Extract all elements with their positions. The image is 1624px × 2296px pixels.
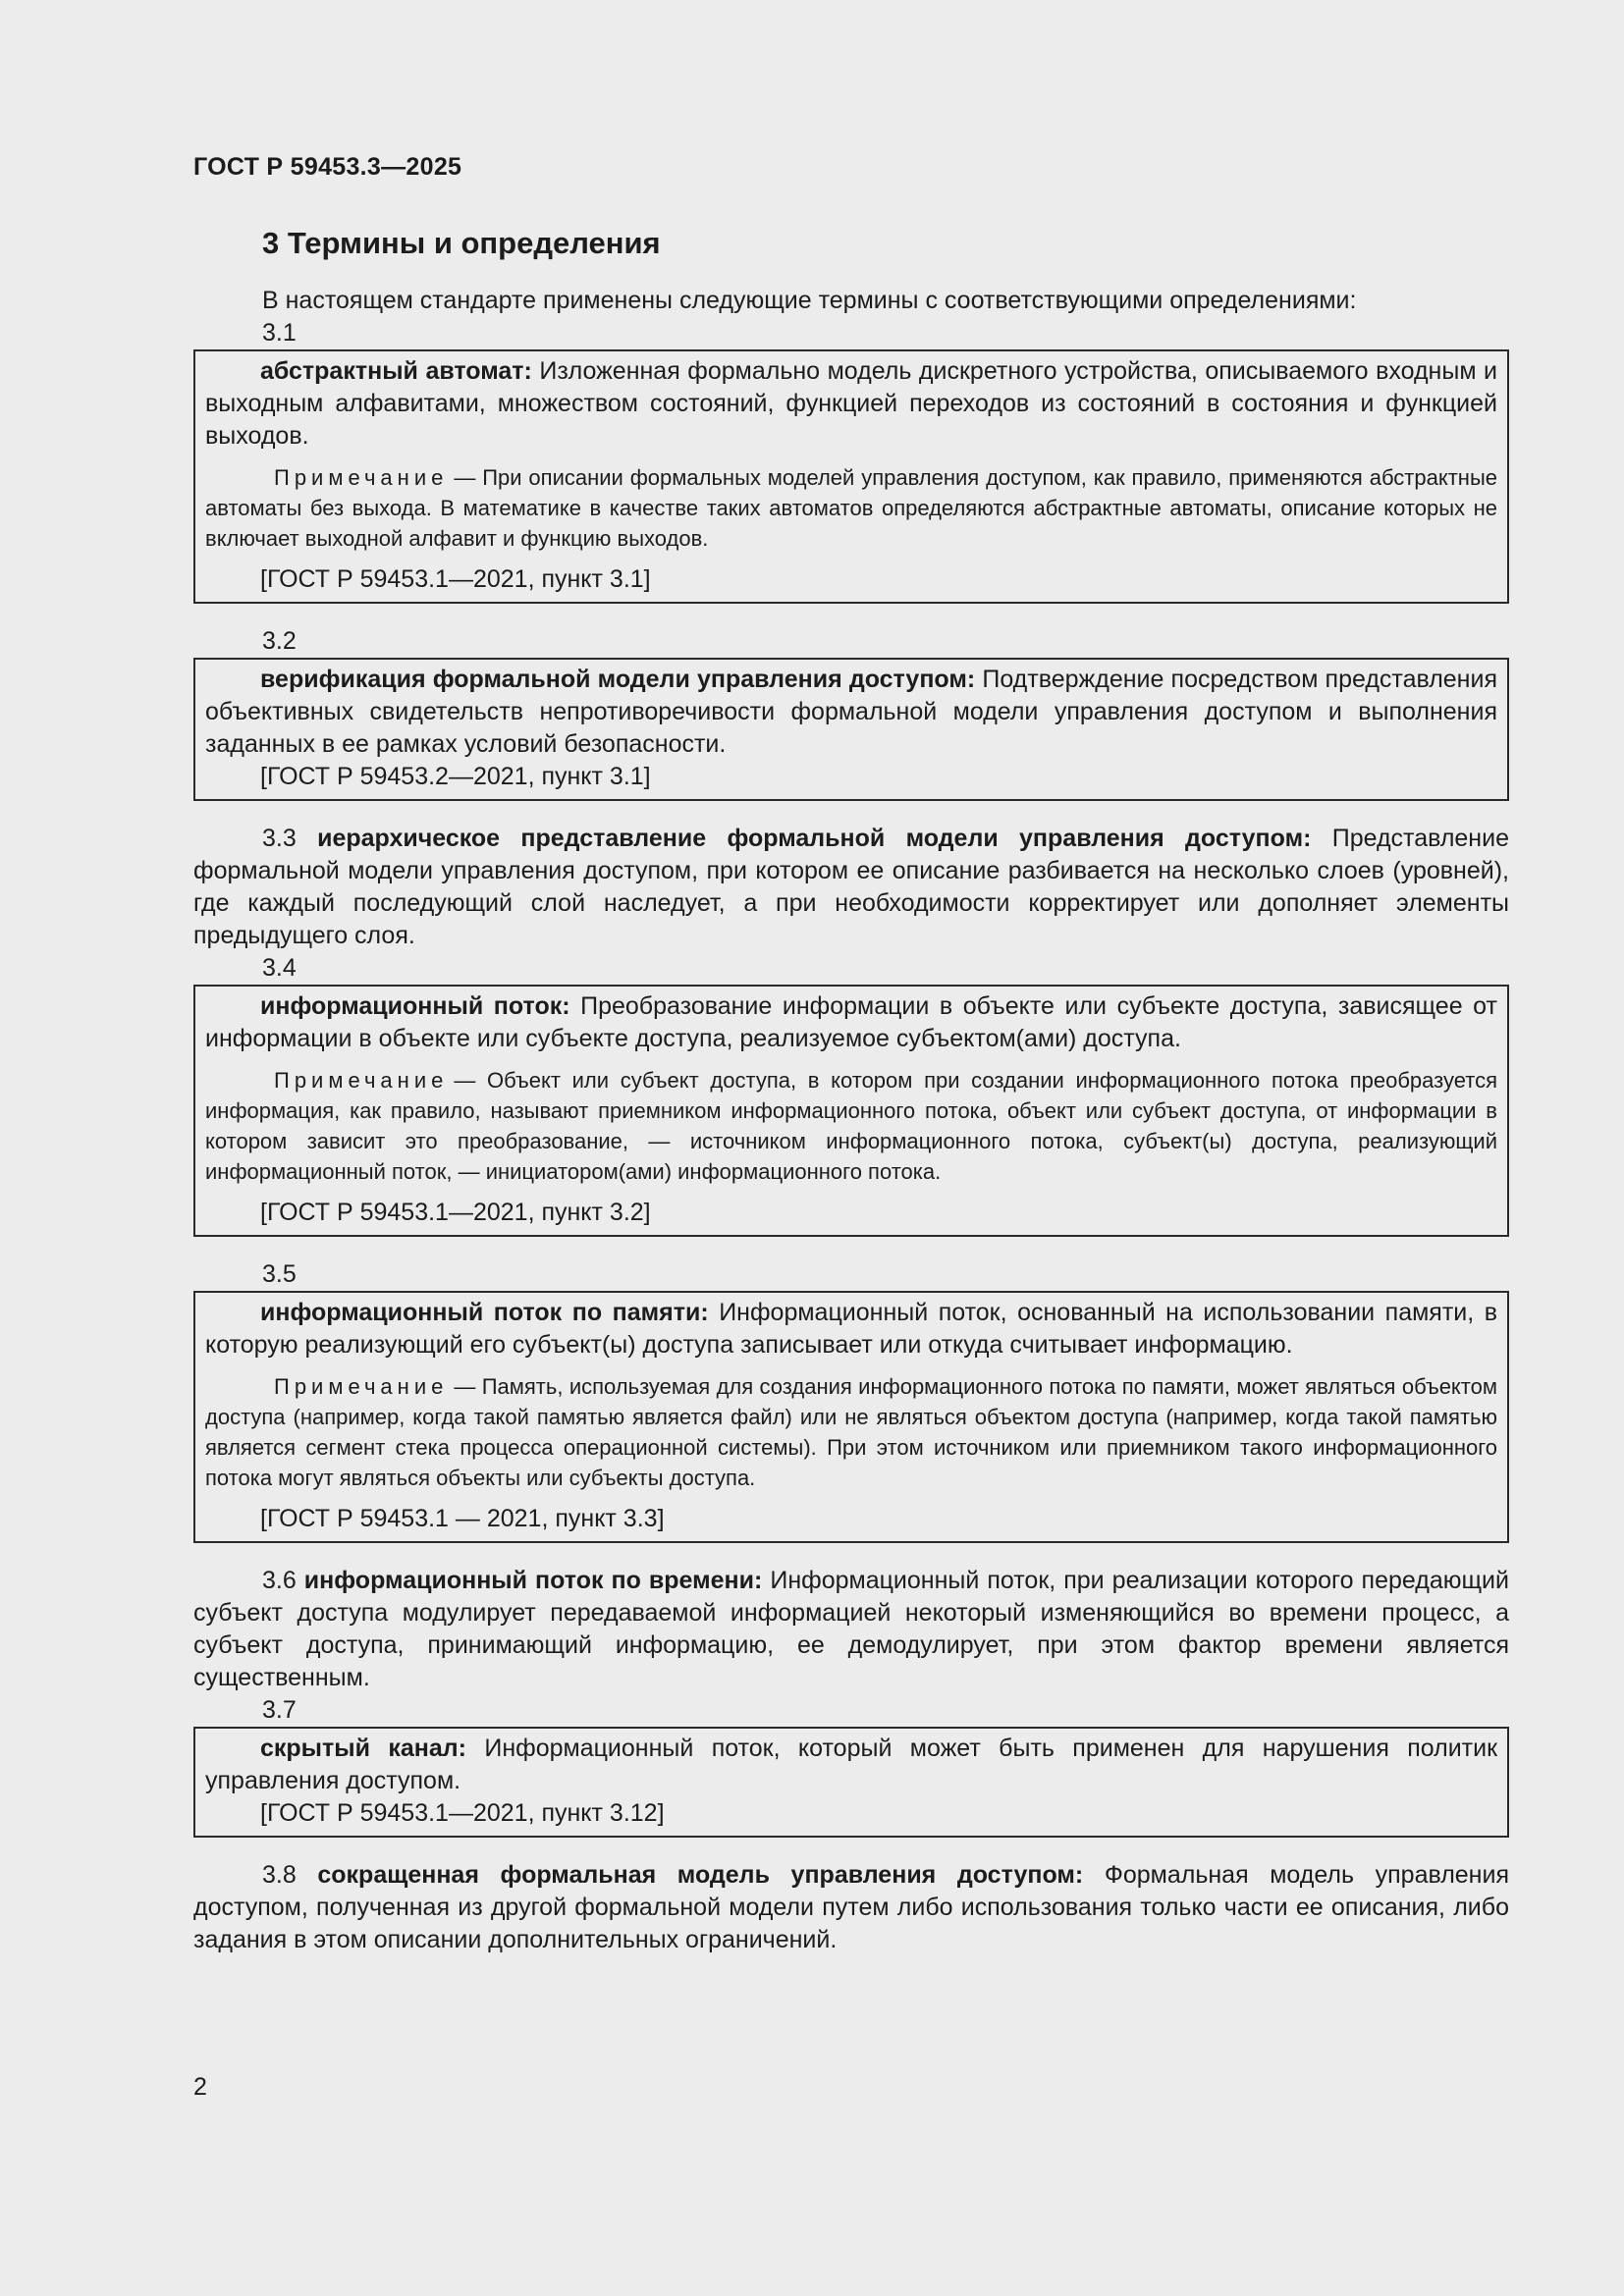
note-text: — При описании формальных моделей управления доступом, как правило, применяются абстрактные автоматы без выхода. В математике в качестве таких автоматов определяются абстрактные автоматы, описание которых не включает выходной алфавит и функцию выходов. bbox=[205, 465, 1497, 551]
term-name: верификация формальной модели управления доступом: bbox=[260, 666, 976, 693]
definition-text: Информационный поток, при реализации которого передающий субъект доступа модулирует передаваемой информацией некоторый изменяющийся во времени процесс, а субъект доступа, принимающий информацию, ее демодулирует, при этом фактор времени является существенным. bbox=[193, 1567, 1509, 1691]
term-number: 3.1 bbox=[262, 319, 297, 347]
term-source: [ГОСТ Р 59453.1—2021, пункт 3.12] bbox=[260, 1799, 665, 1827]
section-title: 3 Термины и определения bbox=[262, 226, 661, 260]
term-source: [ГОСТ Р 59453.1 — 2021, пункт 3.3] bbox=[260, 1505, 665, 1532]
term-note bbox=[205, 462, 1497, 554]
definition-text: Формальная модель управления доступом, полученная из другой формальной модели путем либо использования только части ее описания, либо задания в этом описании дополнительных ограничений. bbox=[193, 1861, 1509, 1953]
section-intro: В настоящем стандарте применены следующие термины с соответствующими определениями: bbox=[262, 287, 1357, 314]
term-number: 3.3 bbox=[262, 825, 297, 852]
definition-text: Представление формальной модели управления доступом, при котором ее описание разбивается на несколько слоев (уровней), где каждый последующий слой наследует, а при необходимости корректирует или дополняет элементы предыдущего слоя. bbox=[193, 825, 1509, 949]
term-name: информационный поток по памяти: bbox=[260, 1299, 709, 1326]
note-label: Примечание bbox=[274, 1068, 449, 1093]
term-note bbox=[205, 1371, 1497, 1493]
term-number: 3.7 bbox=[262, 1696, 297, 1724]
note-label: Примечание bbox=[274, 1374, 449, 1399]
term-box bbox=[193, 658, 1509, 801]
definition-text: Информационный поток, основанный на использовании памяти, в которую реализующий его субъект(ы) доступа записывает или откуда считывает информацию. bbox=[205, 1299, 1497, 1359]
term-number: 3.8 bbox=[262, 1861, 297, 1889]
terms-content bbox=[193, 285, 1509, 1956]
definition-text: Изложенная формально модель дискретного устройства, описываемого входным и выходным алфавитами, множеством состояний, функцией переходов из состояний в состояния и функцией выходов. bbox=[205, 357, 1498, 450]
term-number: 3.5 bbox=[262, 1260, 297, 1288]
term-definition bbox=[205, 355, 1497, 453]
term-number: 3.4 bbox=[262, 954, 297, 982]
term-source: [ГОСТ Р 59453.2—2021, пункт 3.1] bbox=[260, 763, 651, 790]
term-number: 3.2 bbox=[262, 627, 297, 655]
term-paragraph bbox=[193, 1859, 1509, 1956]
definition-text: Подтверждение посредством представления объективных свидетельств непротиворечивости формальной модели управления доступом и выполнения заданных в ее рамках условий безопасности. bbox=[205, 666, 1497, 758]
page-number: 2 bbox=[193, 2073, 207, 2101]
term-box bbox=[193, 1291, 1509, 1543]
note-label: Примечание bbox=[274, 465, 449, 490]
note-text: — Объект или субъект доступа, в котором при создании информационного потока преобразуется информация, как правило, называют приемником информационного потока, объект или субъект доступа, от информации в котором зависит это преобразование, — источником информационного потока, субъект(ы) доступа, реализующий информационный поток, — инициатором(ами) информационного потока. bbox=[205, 1068, 1497, 1184]
term-paragraph bbox=[193, 823, 1509, 952]
term-source: [ГОСТ Р 59453.1—2021, пункт 3.2] bbox=[260, 1199, 651, 1226]
definition-text: Информационный поток, который может быть применен для нарушения политик управления доступом. bbox=[205, 1735, 1498, 1794]
term-source: [ГОСТ Р 59453.1—2021, пункт 3.1] bbox=[260, 565, 651, 593]
term-box bbox=[193, 349, 1509, 604]
term-box bbox=[193, 1727, 1509, 1838]
term-definition bbox=[205, 990, 1497, 1055]
term-number: 3.6 bbox=[262, 1567, 297, 1594]
term-definition bbox=[205, 1297, 1497, 1362]
definition-text: Преобразование информации в объекте или субъекте доступа, зависящее от информации в объекте или субъекте доступа, реализуемое субъектом(ами) доступа. bbox=[205, 992, 1497, 1052]
term-box bbox=[193, 985, 1509, 1237]
term-definition bbox=[205, 1733, 1497, 1797]
term-name: иерархическое представление формальной модели управления доступом: bbox=[317, 825, 1312, 852]
term-definition bbox=[205, 664, 1497, 761]
note-text: — Память, используемая для создания информационного потока по памяти, может являться объектом доступа (например, когда такой памятью является файл) или не являться объектом доступа (например, когда такой памятью является сегмент стека процесса операционной системы). При этом источником или приемником такого информационного потока могут являться объекты или субъекты доступа. bbox=[205, 1374, 1497, 1490]
document-code: ГОСТ Р 59453.3—2025 bbox=[193, 153, 462, 181]
term-note bbox=[205, 1065, 1497, 1187]
term-name: скрытый канал: bbox=[260, 1735, 466, 1762]
term-name: абстрактный автомат: bbox=[260, 357, 532, 385]
term-name: информационный поток по времени: bbox=[303, 1567, 763, 1594]
term-paragraph bbox=[193, 1565, 1509, 1694]
term-name: сокращенная формальная модель управления доступом: bbox=[317, 1861, 1084, 1889]
term-name: информационный поток: bbox=[260, 992, 570, 1020]
